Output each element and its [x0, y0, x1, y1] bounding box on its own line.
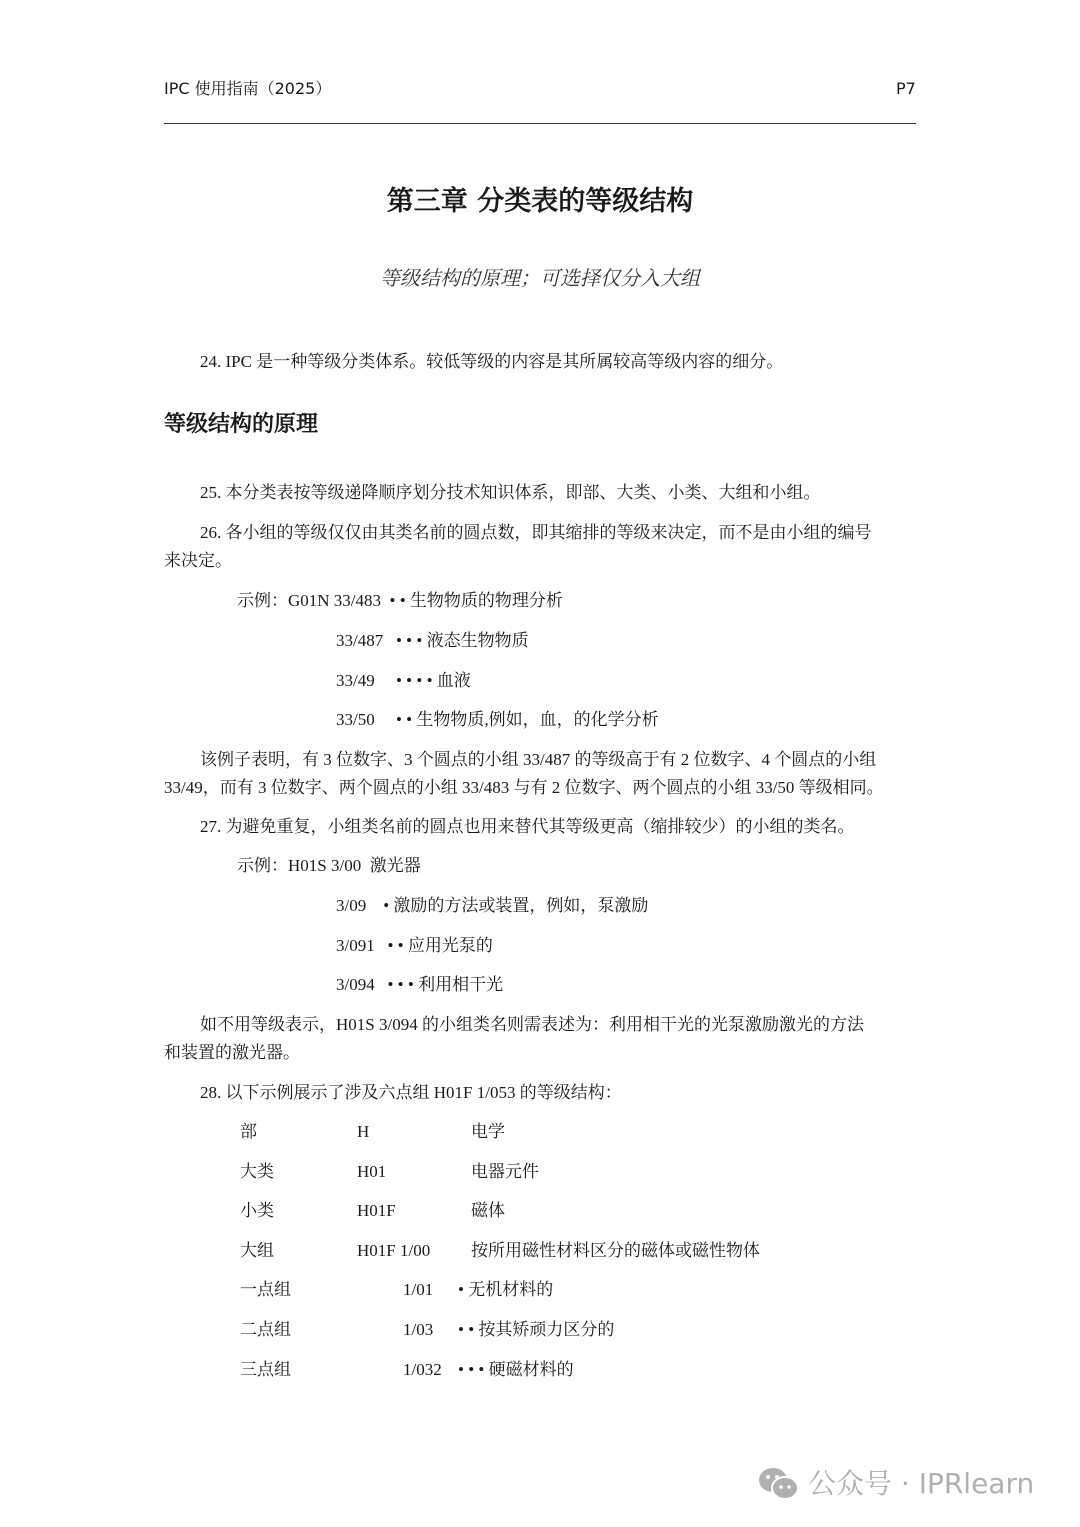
hierarchy-text: • • 按其矫顽力区分的	[458, 1320, 615, 1339]
paragraph-25: 25. 本分类表按等级递降顺序划分技术知识体系，即部、大类、小类、大组和小组。	[200, 483, 821, 502]
hierarchy-code: H01F 1/00	[357, 1240, 431, 1260]
paragraph-28: 28. 以下示例展示了涉及六点组 H01F 1/053 的等级结构：	[200, 1083, 622, 1102]
example-line: 3/09 • 激励的方法或装置，例如，泵激励	[336, 896, 649, 915]
paragraph-27: 27. 为避免重复，小组类名前的圆点也用来替代其等级更高（缩排较少）的小组的类名。	[200, 817, 855, 836]
example-line: 33/49 • • • • 血液	[336, 671, 471, 690]
example-line: 3/091 • • 应用光泵的	[336, 936, 493, 955]
example-line: 33/50 • • 生物物质,例如，血，的化学分析	[336, 710, 659, 729]
explanation-line: 如不用等级表示，H01S 3/094 的小组类名则需表述为：利用相干光的光泵激励激光的方法	[200, 1015, 864, 1034]
hierarchy-level: 小类	[240, 1201, 274, 1221]
example-line: 33/487 • • • 液态生物物质	[336, 631, 529, 650]
hierarchy-code: 1/01	[403, 1280, 434, 1300]
watermark	[758, 1466, 1034, 1502]
hierarchy-level: 一点组	[240, 1280, 291, 1300]
hierarchy-text: • 无机材料的	[458, 1280, 554, 1300]
hierarchy-level: 大类	[240, 1161, 274, 1181]
explanation-line: 33/49，而有 3 位数字、两个圆点的小组 33/483 与有 2 位数字、两个圆点的小组 33/50 等级相同。	[164, 778, 884, 797]
example-line: 示例：G01N 33/483 • • 生物物质的物理分析	[237, 591, 563, 610]
watermark-text: 公众号 · IPRlearn	[808, 1467, 1035, 1500]
hierarchy-level: 部	[240, 1122, 257, 1141]
hierarchy-text: 磁体	[471, 1201, 505, 1221]
hierarchy-code: H01	[357, 1161, 387, 1181]
example-line: 示例：H01S 3/00 激光器	[237, 856, 421, 875]
explanation-line: 该例子表明，有 3 位数字、3 个圆点的小组 33/487 的等级高于有 2 位数字、4 个圆点的小组	[200, 750, 877, 769]
hierarchy-level: 三点组	[240, 1359, 291, 1379]
hierarchy-text: • • • 硬磁材料的	[458, 1359, 574, 1379]
hierarchy-level: 二点组	[240, 1320, 291, 1339]
hierarchy-level: 大组	[240, 1240, 274, 1260]
hierarchy-code: 1/032	[403, 1359, 442, 1379]
hierarchy-text: 按所用磁性材料区分的磁体或磁性物体	[471, 1240, 760, 1260]
hierarchy-code: H	[357, 1122, 370, 1141]
header-rule	[164, 123, 916, 124]
subtitle: 等级结构的原理；可选择仅分入大组	[380, 268, 700, 290]
hierarchy-code: 1/03	[403, 1320, 434, 1339]
section-heading: 等级结构的原理	[164, 412, 319, 437]
hierarchy-code: H01F	[357, 1201, 396, 1221]
paragraph-26-line: 26. 各小组的等级仅仅由其类名前的圆点数，即其缩排的等级来决定，而不是由小组的编号	[200, 523, 872, 542]
chapter-title: 第三章 分类表的等级结构	[386, 186, 694, 217]
explanation-line: 和装置的激光器。	[164, 1043, 300, 1062]
paragraph-26-line: 来决定。	[164, 551, 232, 570]
wechat-icon	[758, 1466, 800, 1502]
header-title: IPC 使用指南（2025）	[164, 79, 332, 98]
example-line: 3/094 • • • 利用相干光	[336, 975, 504, 994]
hierarchy-text: 电器元件	[471, 1161, 539, 1181]
page-number: P7	[896, 79, 916, 98]
paragraph-24: 24. IPC 是一种等级分类体系。较低等级的内容是其所属较高等级内容的细分。	[200, 352, 784, 371]
hierarchy-text: 电学	[471, 1122, 505, 1141]
